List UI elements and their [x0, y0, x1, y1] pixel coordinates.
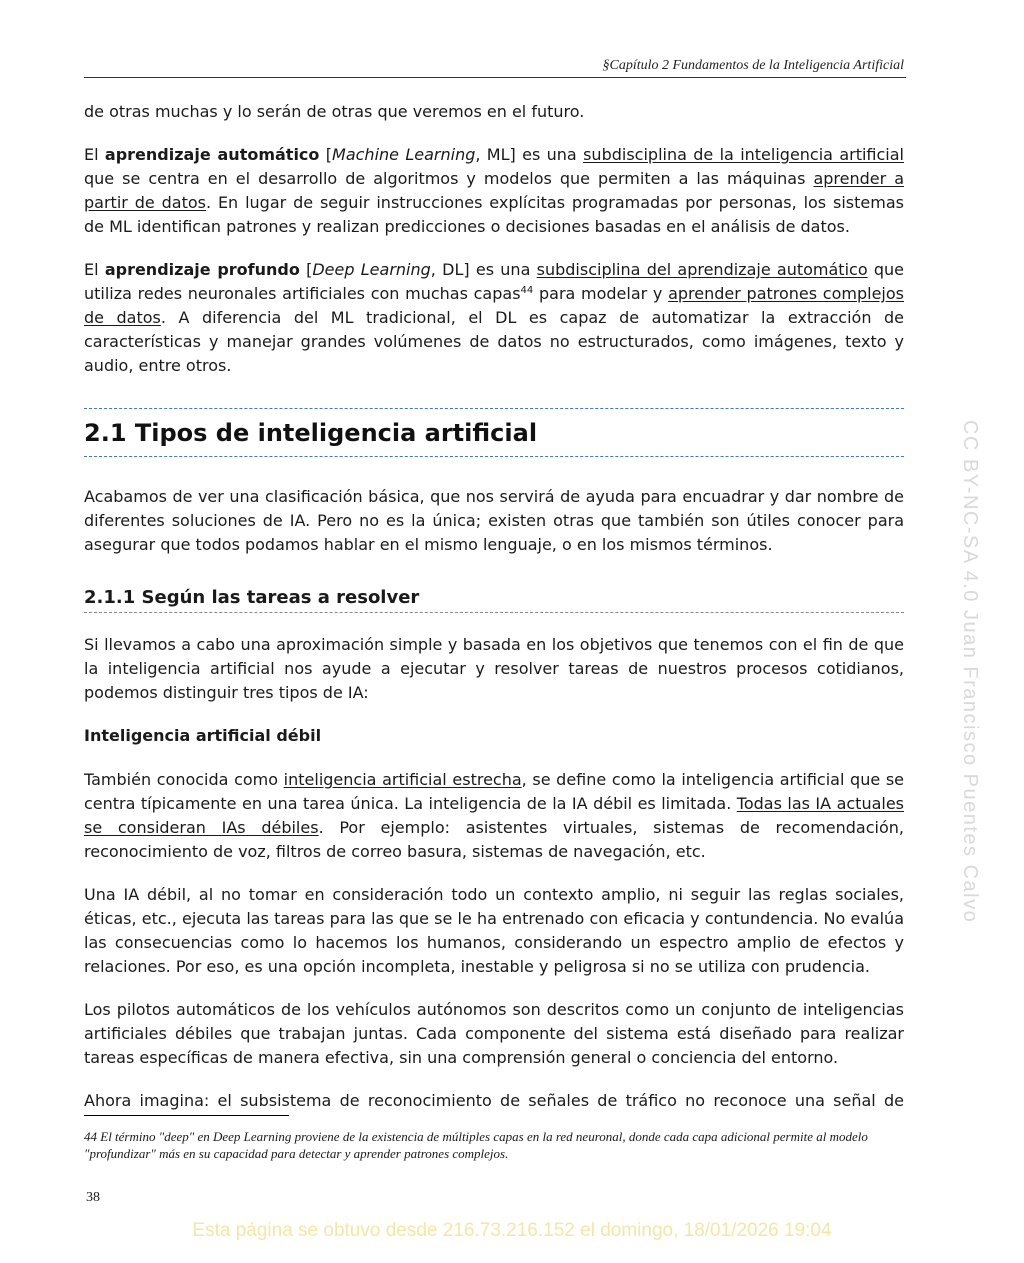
text-run: El — [84, 145, 105, 164]
page-number: 38 — [86, 1190, 100, 1205]
paragraph-machine-learning — [84, 143, 904, 239]
term-deep-learning: aprendizaje profundo — [104, 260, 300, 279]
underlined-phrase: Todas las IA actuales se consideran IAs débiles — [84, 794, 905, 837]
term-english-dl: Deep Learning — [312, 260, 431, 279]
section-title: 2.1 Tipos de inteligencia artificial — [84, 419, 538, 447]
intro-line: de otras muchas y lo serán de otras que veremos en el futuro. — [84, 102, 585, 121]
text-run: . A diferencia del ML tradicional, el DL es capaz de automatizar la extracción de características y manejar grandes volúmenes de datos no estructurados, como imágenes, texto y audio, entre otros. — [84, 308, 904, 375]
paragraph-section-intro: Acabamos de ver una clasificación básica, que nos servirá de ayuda para encuadrar y dar nombre de diferentes soluciones de IA. Pero no es la única; existen otras que también son útiles conocer para asegurar que todos podamos hablar en el mismo lenguaje, o en los mismos términos. — [84, 487, 904, 554]
text-run: El — [84, 260, 105, 279]
underlined-phrase: aprender patrones complejos de datos — [84, 284, 904, 327]
paragraph-weak-ai-2: Una IA débil, al no tomar en consideración todo un contexto amplio, ni seguir las reglas sociales, éticas, etc., ejecuta las tareas para las que se le ha entrenado con eficacia y contundencia. No evalúa las consecuencias como lo hacemos los humanos, considerando un espectro amplio de efectos y relaciones. Por eso, es una opción incompleta, inestable y peligrosa si no se utiliza con prudencia. — [84, 885, 904, 976]
term-english-ml: Machine Learning — [332, 145, 476, 164]
underlined-phrase: subdisciplina del aprendizaje automático — [536, 260, 868, 279]
text-run: También conocida como — [84, 770, 284, 789]
footnote-reference[interactable]: 44 — [520, 285, 534, 296]
license-watermark: CC BY-NC-SA 4.0 Juan Francisco Puentes Calvo — [959, 420, 981, 924]
text-run: que utiliza redes neuronales artificiales con muchas capas — [84, 260, 905, 303]
text-run: , ML] es una — [475, 145, 584, 164]
term-machine-learning: aprendizaje automático — [104, 145, 320, 164]
text-run: [ — [299, 260, 313, 279]
text-run: , se define como la inteligencia artificial que se centra típicamente en una tarea única. La inteligencia de la IA débil es limitada. — [84, 770, 905, 813]
section-heading-block — [84, 408, 904, 457]
running-header-title: §Capítulo 2 Fundamentos de la Inteligencia Artificial — [602, 58, 904, 73]
paragraph-weak-ai-4: Ahora imagina: el subsistema de reconocimiento de señales de tráfico no reconoce una señal de — [84, 1091, 904, 1110]
weak-ai-title: Inteligencia artificial débil — [84, 726, 322, 745]
underlined-phrase: subdisciplina de la inteligencia artificial — [583, 145, 905, 164]
paragraph-subsection-intro: Si llevamos a cabo una aproximación simple y basada en los objetivos que tenemos con el fin de que la inteligencia artificial nos ayude a ejecutar y resolver tareas de nuestros procesos cotidianos, podemos distinguir tres tipos de IA: — [84, 635, 904, 702]
page-content — [84, 100, 904, 1132]
underlined-phrase: inteligencia artificial estrecha — [283, 770, 522, 789]
underlined-phrase: aprender a partir de datos — [84, 169, 904, 212]
paragraph-weak-ai-1 — [84, 768, 904, 864]
text-run: , DL] es una — [430, 260, 537, 279]
subsection-title: 2.1.1 Según las tareas a resolver — [84, 587, 420, 608]
download-watermark: Esta página se obtuvo desde 216.73.216.152 el domingo, 18/01/2026 19:04 — [192, 1220, 832, 1241]
paragraph-deep-learning — [84, 258, 904, 378]
text-run: [ — [319, 145, 333, 164]
text-run: . Por ejemplo: asistentes virtuales, sistemas de recomendación, reconocimiento de voz, filtros de correo basura, sistemas de navegación, etc. — [84, 818, 904, 861]
text-run: . En lugar de seguir instrucciones explícitas programadas por personas, los sistemas de ML identifican patrones y realizan predicciones o decisiones basadas en el análisis de datos. — [84, 193, 904, 236]
text-run: para modelar y — [533, 284, 669, 303]
subsection-heading-block — [84, 585, 904, 613]
footnote-rule — [84, 1115, 289, 1116]
footnote-44: 44 El término "deep" en Deep Learning proviene de la existencia de múltiples capas en la red neuronal, donde cada capa adicional permite al modelo "profundizar" más en su capacidad para detectar y aprender patrones complejos. — [84, 1129, 868, 1161]
header-rule — [84, 77, 906, 78]
text-run: que se centra en el desarrollo de algoritmos y modelos que permiten a las máquinas — [84, 169, 814, 188]
paragraph-weak-ai-3: Los pilotos automáticos de los vehículos autónomos son descritos como un conjunto de inteligencias artificiales débiles que trabajan juntas. Cada componente del sistema está diseñado para realizar tareas específicas de manera efectiva, sin una comprensión general o conciencia del entorno. — [84, 1000, 904, 1067]
